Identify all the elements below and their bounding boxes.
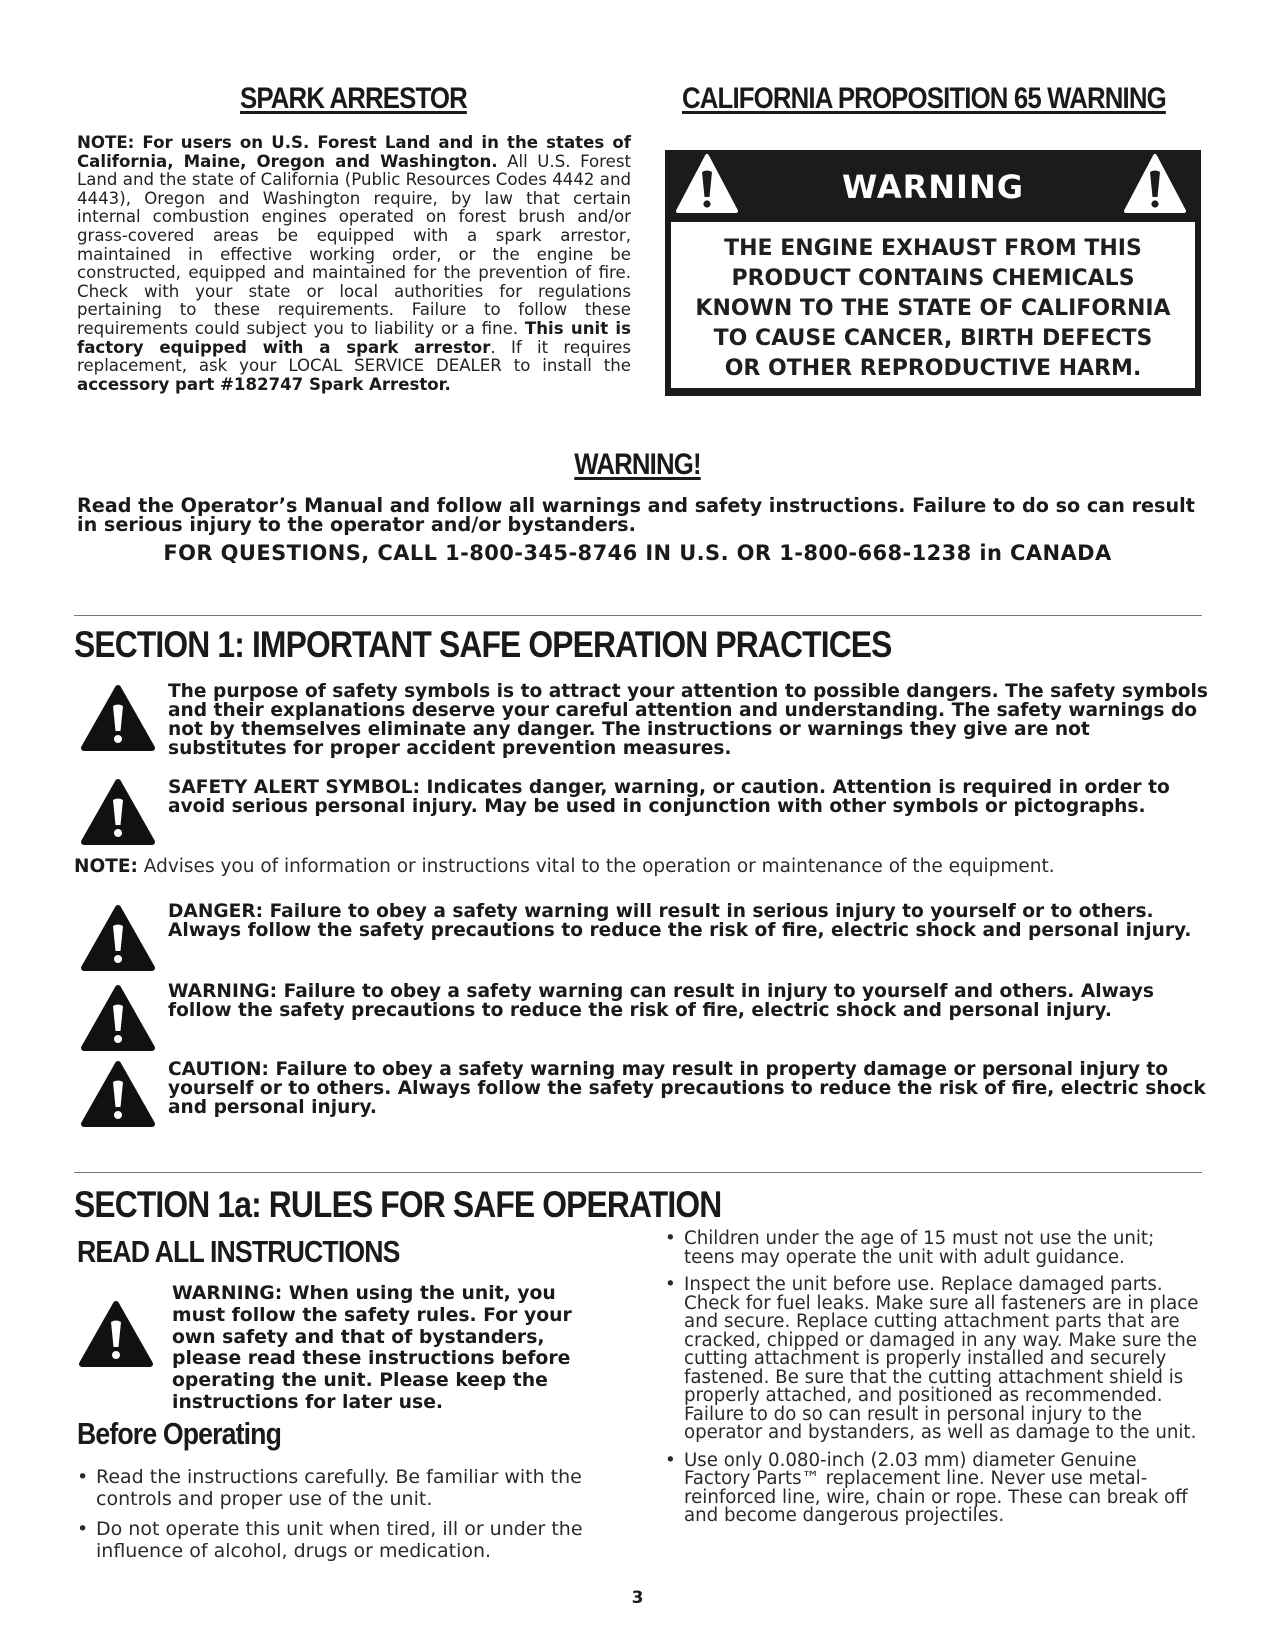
spark-note-bold: NOTE: For users on U.S. Forest Land and in the states of California, Maine, Oregon and Washington. [77, 133, 631, 171]
symbol-row-caution [80, 1060, 1210, 1130]
prop65-title: CALIFORNIA PROPOSITION 65 WARNING [682, 82, 1166, 115]
symbol-row-alert [80, 778, 1210, 848]
rules-list-right [665, 1230, 1205, 1535]
safety-alert-icon [78, 1300, 154, 1368]
danger-icon [80, 904, 156, 972]
warning-icon [80, 984, 156, 1052]
list-item: • Inspect the unit before use. Replace damaged parts. Check for fuel leaks. Make sure all fasteners are in place and secure. Replace cutting attachment parts that are cracked, chipped or damaged in any way. Make sure the cutting attachment is properly installed and securely fastened. Be sure that the cutting attachment shield is properly attached, and positioned as recommended. Failure to do so can result in personal injury to the operator and bystanders, as well as damage to the unit. [665, 1276, 1205, 1443]
spark-arrestor-text [77, 134, 631, 394]
caution-icon [80, 1060, 156, 1128]
list-item: • Read the instructions carefully. Be familiar with the controls and proper use of the unit. [77, 1466, 597, 1510]
prop65-line: KNOWN TO THE STATE OF CALIFORNIA [695, 296, 1171, 321]
before-operating-list [77, 1466, 597, 1570]
note-label: NOTE: [74, 856, 138, 877]
warning-triangle-icon [1123, 153, 1187, 215]
safety-alert-icon [80, 778, 156, 846]
page-number: 3 [631, 1588, 644, 1608]
note-text: Advises you of information or instructions vital to the operation or maintenance of the equipment. [137, 856, 1055, 877]
safety-alert-icon [80, 684, 156, 752]
divider [74, 615, 1202, 616]
list-item: • Do not operate this unit when tired, ill or under the influence of alcohol, drugs or medication. [77, 1518, 597, 1562]
purpose-text: The purpose of safety symbols is to attract your attention to possible dangers. The safety symbols and their explanations deserve your careful attention and understanding. The safety warnings do not by themselves eliminate any danger. The instructions or warnings they give are not substitutes for proper accident prevention measures. [168, 681, 1208, 759]
section-1a-title: SECTION 1a: RULES FOR SAFE OPERATION [74, 1184, 722, 1225]
danger-text: DANGER: Failure to obey a safety warning will result in serious injury to yourself or to others. Always follow the safety precautions to reduce the risk of fire, electric shock and personal injury. [168, 901, 1192, 941]
warning-text: WARNING: Failure to obey a safety warning can result in injury to yourself and others. Always follow the safety precautions to reduce the risk of fire, electric shock and personal injury. [168, 981, 1154, 1021]
spark-text-1: All U.S. Forest Land and the state of California (Public Resources Codes 4442 and 4443), Oregon and Washington require, by law that certain internal combustion engines operated on forest brush and/or grass-covered areas be equipped with a spark arrestor, maintained in effective working order, or the engine be constructed, equipped and maintained for the prevention of fire. Check with your state or local authorities for regulations pertaining to these requirements. Failure to follow these requirements could subject you to liability or a fine. [77, 151, 631, 338]
prop65-text [671, 222, 1195, 388]
phone-numbers: FOR QUESTIONS, CALL 1-800-345-8746 IN U.S. OR 1-800-668-1238 in CANADA [163, 541, 1112, 565]
prop65-banner-text: WARNING [842, 168, 1024, 206]
note-line [74, 856, 1055, 877]
safety-alert-text: SAFETY ALERT SYMBOL: Indicates danger, warning, or caution. Attention is required in order to avoid serious personal injury. May be used in conjunction with other symbols or pictographs. [168, 777, 1170, 817]
prop65-banner [665, 150, 1201, 220]
list-item: • Use only 0.080-inch (2.03 mm) diameter Genuine Factory Parts™ replacement line. Never use metal-reinforced line, wire, chain or rope. These can break off and become dangerous projectiles. [665, 1452, 1205, 1526]
warning-heading-text: WARNING! [574, 448, 701, 481]
symbol-row-danger [80, 902, 1210, 972]
read-manual-text: Read the Operator’s Manual and follow all warnings and safety instructions. Failure to do so can result in serious injury to the operator and/or bystanders. [77, 494, 1195, 536]
section-1-title: SECTION 1: IMPORTANT SAFE OPERATION PRACTICES [74, 624, 892, 665]
read-instructions-warning: WARNING: When using the unit, you must follow the safety rules. For your own safety and that of bystanders, please read these instructions before operating the unit. Please keep the instructions for later use. [172, 1283, 572, 1413]
before-operating-title: Before Operating [77, 1416, 282, 1451]
divider [74, 1172, 1202, 1173]
prop65-line: THE ENGINE EXHAUST FROM THIS [724, 236, 1142, 261]
list-item: • Children under the age of 15 must not use the unit; teens may operate the unit with adult guidance. [665, 1230, 1205, 1267]
spark-bold-2: This unit is factory equipped with a spark arrestor [77, 318, 631, 357]
symbol-row-purpose [80, 681, 1210, 759]
spark-arrestor-title: SPARK ARRESTOR [240, 82, 467, 115]
prop65-line: PRODUCT CONTAINS CHEMICALS [731, 266, 1135, 291]
read-all-instructions-title: READ ALL INSTRUCTIONS [77, 1234, 400, 1269]
prop65-warning-box [665, 150, 1201, 396]
caution-text: CAUTION: Failure to obey a safety warning may result in property damage or personal injury to yourself or to others. Always follow the safety precautions to reduce the risk of fire, electric shock and personal injury. [168, 1059, 1206, 1118]
symbol-row-warning [80, 981, 1210, 1054]
prop65-line: OR OTHER REPRODUCTIVE HARM. [724, 356, 1142, 381]
prop65-line: TO CAUSE CANCER, BIRTH DEFECTS [713, 326, 1153, 351]
spark-text-2: . If it requires replacement, ask your LOCAL SERVICE DEALER to install the [77, 337, 632, 376]
warning-heading [0, 448, 1275, 482]
spark-bold-3: accessory part #182747 Spark Arrestor. [77, 374, 451, 394]
